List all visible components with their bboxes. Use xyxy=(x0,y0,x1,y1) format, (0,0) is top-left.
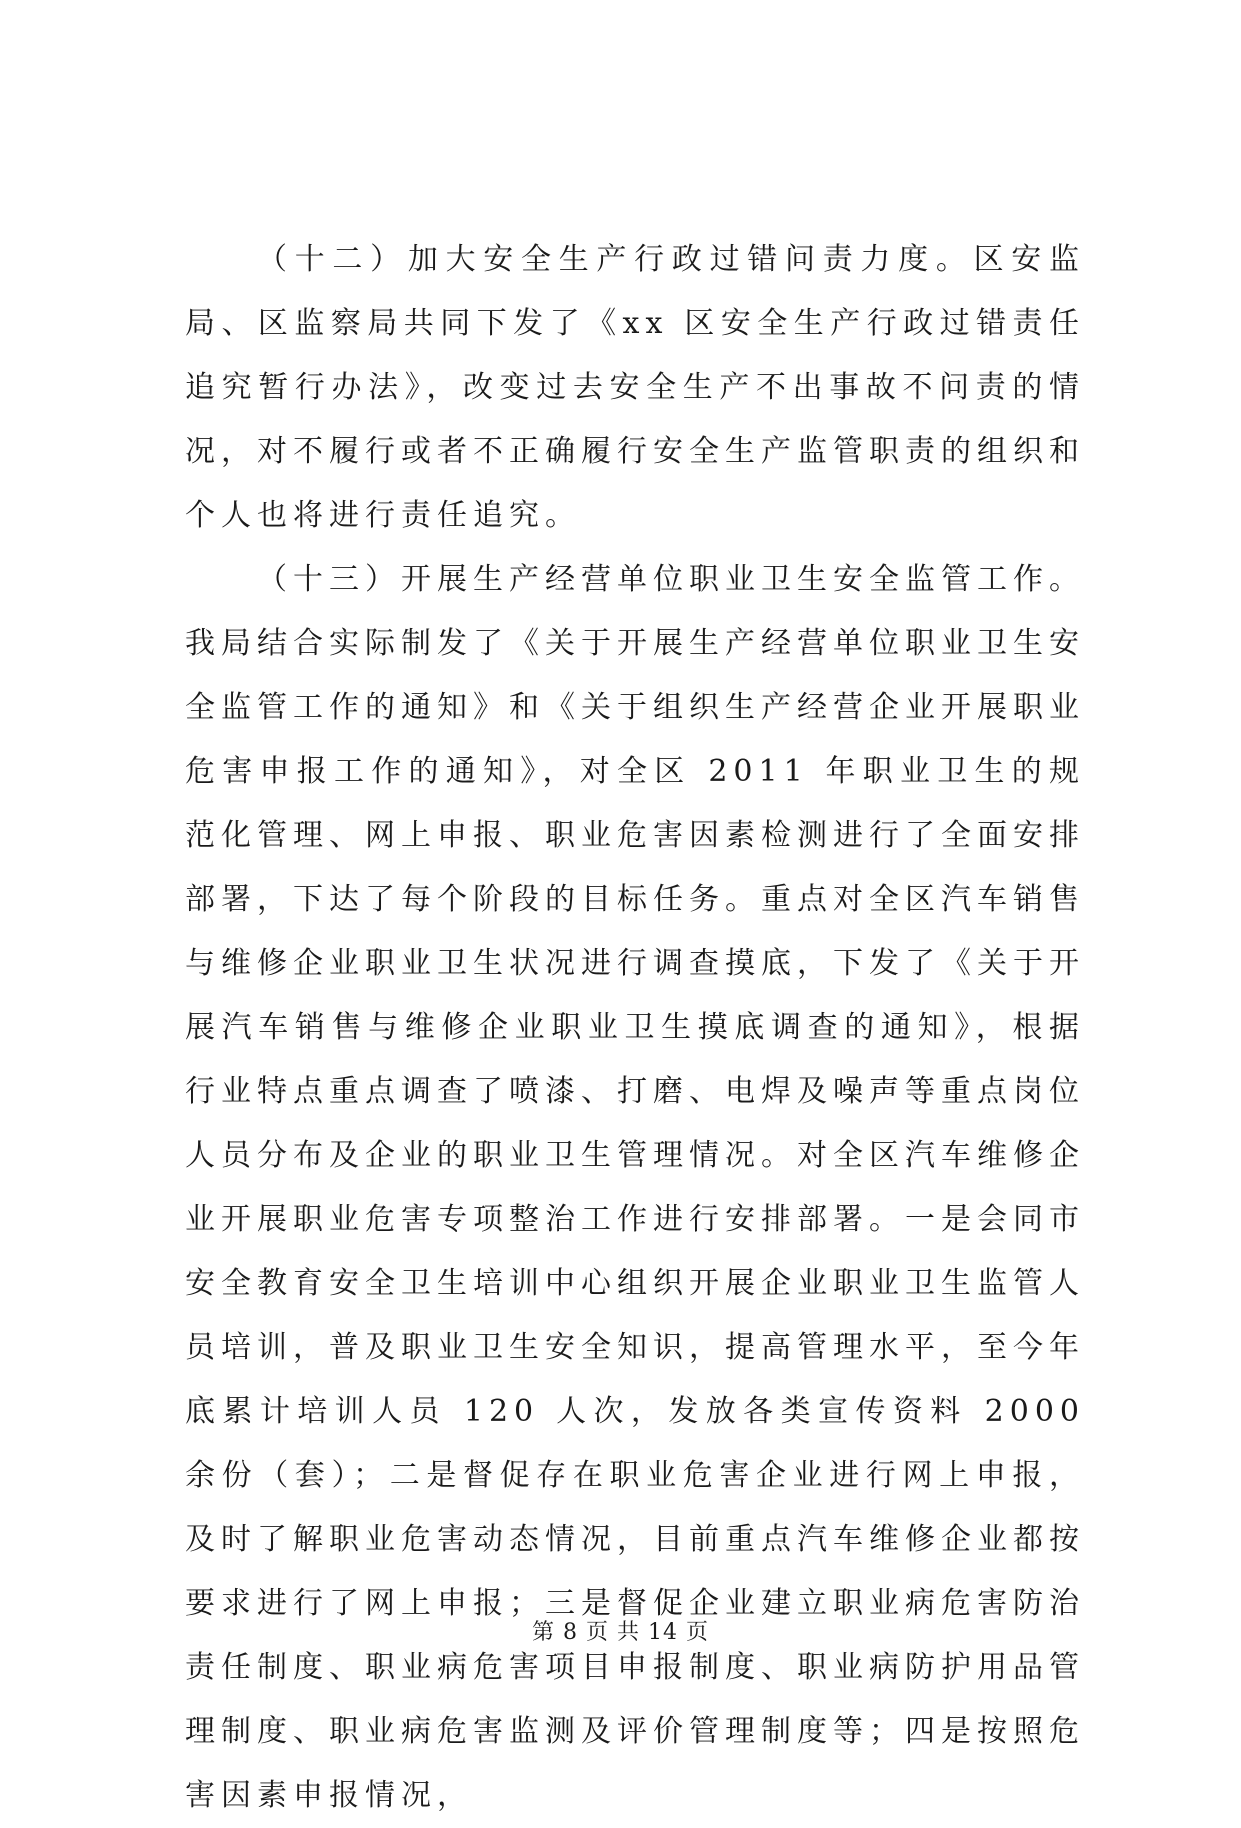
paragraph-12: （十二）加大安全生产行政过错问责力度。区安监局、区监察局共同下发了《xx 区安全生产行政过错责任追究暂行办法》，改变过去安全生产不出事故不问责的情况，对不履行或者不正确履行安全生产监管职责的组织和个人也将进行责任追究。 xyxy=(185,242,1085,533)
document-body xyxy=(185,228,1085,1828)
page-footer: 第 8 页 共 14 页 xyxy=(532,1620,709,1645)
paragraph-13: （十三）开展生产经营单位职业卫生安全监管工作。我局结合实际制发了《关于开展生产经营单位职业卫生安全监管工作的通知》和《关于组织生产经营企业开展职业危害申报工作的通知》，对全区 2011 年职业卫生的规范化管理、网上申报、职业危害因素检测进行了全面安排部署，下达了每个阶段的目标任务。重点对全区汽车销售与维修企业职业卫生状况进行调查摸底，下发了《关于开展汽车销售与维修企业职业卫生摸底调查的通知》，根据行业特点重点调查了喷漆、打磨、电焊及噪声等重点岗位人员分布及企业的职业卫生管理情况。对全区汽车维修企业开展职业危害专项整治工作进行安排部署。一是会同市安全教育安全卫生培训中心组织开展企业职业卫生监管人员培训，普及职业卫生安全知识，提高管理水平，至今年底累计培训人员 120 人次，发放各类宣传资料 2000 余份（套）；二是督促存在职业危害企业进行网上申报，及时了解职业危害动态情况，目前重点汽车维修企业都按要求进行了网上申报；三是督促企业建立职业病危害防治责任制度、职业病危害项目申报制度、职业病防护用品管理制度、职业病危害监测及评价管理制度等；四是按照危害因素申报情况， xyxy=(185,562,1085,1813)
